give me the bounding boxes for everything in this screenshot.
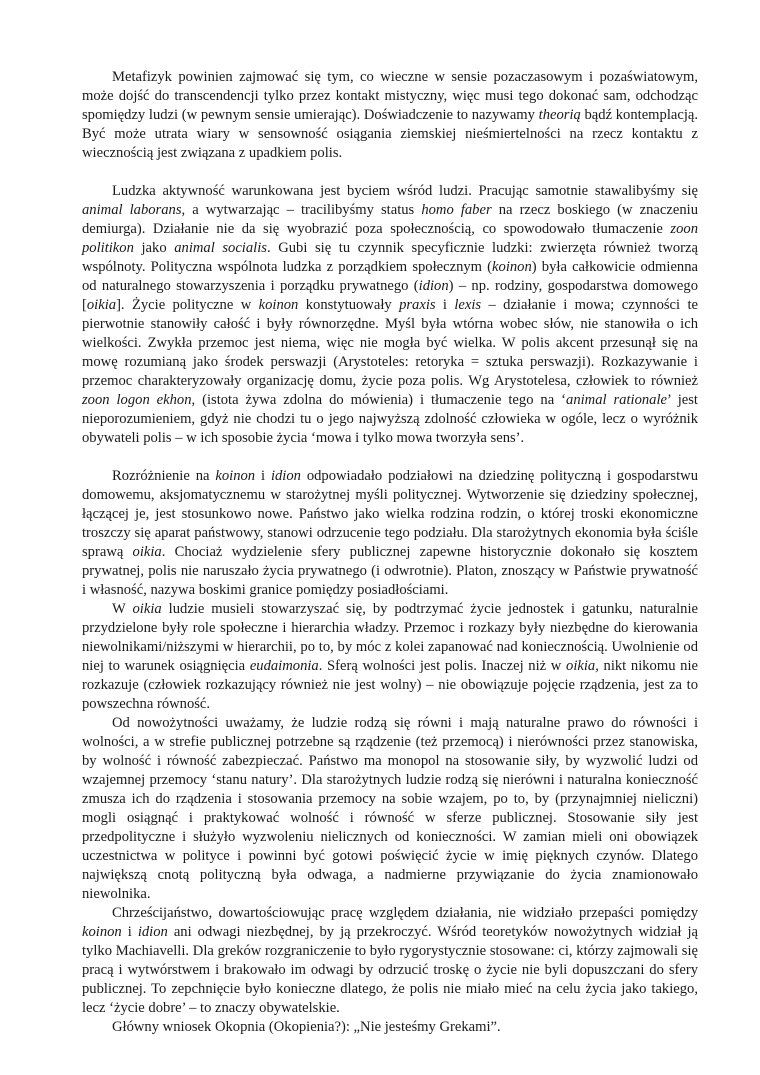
italic-term: animal socialis <box>174 240 267 256</box>
text-run: , a wytwarzając – tracilibyśmy status <box>181 202 422 218</box>
italic-term: koinon <box>215 468 256 484</box>
text-run: bądź kontemplacją. Być może utrata wiary w sensowność osiągania ziemskiej nieśmiertelności na rzecz kontaktu z wiecznością jest związana z upadkiem polis. <box>82 107 699 161</box>
paragraph <box>82 1018 698 1037</box>
text-run: . Sferą wolności jest polis. Inaczej niż w <box>318 658 567 674</box>
text-run: ]. Życie polityczne w <box>116 297 259 313</box>
text-run: i <box>121 924 138 940</box>
text-run: Główny wniosek Okopnia (Okopienia?): „Nie jesteśmy Grekami”. <box>112 1019 501 1035</box>
italic-term: praxis <box>399 297 436 313</box>
text-run: ) była całkowicie odmienna od naturalnego stowarzyszenia i porządku prywatnego ( <box>82 259 698 294</box>
paragraph <box>82 600 698 714</box>
text-run: na rzecz boskiego (w znaczeniu demiurga). Działanie nie da się wyobrazić poza społecznością, co spowodowało tłumaczenie <box>82 202 698 237</box>
text-run: ) – np. rodziny, gospodarstwa domowego [ <box>82 278 699 313</box>
italic-term: koinon <box>258 297 299 313</box>
text-run: – działanie i mowa; czynności te pierwotnie stanowiły całość i były równorzędne. Myśl była wtórna wobec słów, nie stanowiła o ich wielkości. Zwykła przemoc jest niema, więc nie mogła być wielka. W polis akcent przesunął się na mowę rozumianą jako środek perswazji (Arystoteles: retoryka = sztuka perswazji). Rozkazywanie i przemoc charakteryzowały organizację domu, życie poza polis. Wg Arystotelesa, człowiek to również <box>82 297 698 389</box>
italic-term: animal laborans <box>82 202 182 218</box>
text-run: Od nowożytności uważamy, że ludzie rodzą się równi i mają naturalne prawo do równości i wolności, a w strefie publicznej potrzebne są rządzenie (też przemocą) i nierówności przez stanowiska, by wolność i równość zabezpieczać. Państwo ma monopol na stosowanie siły, by wyzwolić ludzi od wzajemnej przemocy ‘stanu natury’. Dla starożytnych ludzie rodzą się nierówni i naturalna konieczność zmusza ich do rządzenia i stosowania przemocy na sobie wzajem, po to, by (przynajmniej nieliczni) mogli osiągnąć i praktykować wolność i równość w sferze publicznej. Stosowanie siły jest przedpolityczne i służyło wyzwoleniu nielicznych od konieczności. W zamian mieli oni obowiązek uczestnictwa w polityce i powinni być gotowi poświęcić życie w imię pięknych czynów. Dlatego największą cnotą polityczną była odwaga, a nadmierne przywiązanie do życia znamionowało niewolnika. <box>82 715 698 902</box>
text-run: . Chociaż wydzielenie sfery publicznej zapewne historycznie dokonało się kosztem prywatnej, polis nie naruszało życia prywatnego (i odwrotnie). Platon, znoszący w Państwie prywatność i własność, nazywa boskimi granice pomiędzy posiadłościami. <box>82 544 698 598</box>
italic-term: oikia <box>132 601 162 617</box>
text-run: Metafizyk powinien zajmować się tym, co wieczne w sensie pozaczasowym i pozaświatowym, może dojść do transcendencji tylko przez kontakt mistyczny, więc musi tego dokonać sam, odchodząc spomiędzy ludzi (w pewnym sensie umierając). Doświadczenie to nazywamy <box>82 69 698 123</box>
italic-term: eudaimonia <box>249 658 319 674</box>
italic-term: oikia <box>86 297 117 313</box>
italic-term: theorią <box>538 107 581 123</box>
text-run: konstytuowały <box>298 297 400 313</box>
document-body <box>82 68 698 1037</box>
text-run: , (istota żywa zdolna do mówienia) i tłumaczenie tego na ‘ <box>191 392 567 408</box>
italic-term: animal rationale <box>566 392 667 408</box>
text-run: jako <box>133 240 175 256</box>
italic-term: idion <box>270 468 301 484</box>
text-run: , nikt nikomu nie rozkazuje (człowiek rozkazujący również nie jest wolny) – nie obowiązuje pojęcie rządzenia, jest za to powszechna równość. <box>82 658 699 712</box>
italic-term: koinon <box>492 259 532 275</box>
italic-term: zoon logon ekhon <box>82 392 192 408</box>
paragraph <box>82 182 698 448</box>
text-run: odpowiadało podziałowi na dziedzinę polityczną i gospodarstwu domowemu, aksjomatycznemu w starożytnej myśli politycznej. Wytworzenie się dziedziny społecznej, łączącej je, jest stosunkowo nowe. Państwo jako wielka rodzina rodzin, o której troski ekonomiczne troszczy się aparat państwowy, stanowi odrzucenie tego podziału. Dla starożytnych ekonomia była ściśle sprawą <box>82 468 698 560</box>
text-run: i <box>435 297 455 313</box>
text-run: . Gubi się tu czynnik specyficznie ludzki: zwierzęta również tworzą wspólnoty. Polityczna wspólnota ludzka z porządkiem społecznym ( <box>82 240 698 275</box>
italic-term: zoon politikon <box>82 221 698 256</box>
italic-term: idion <box>418 278 449 294</box>
text-run: ’ jest nieporozumieniem, gdyż nie chodzi tu o jego najwyższą zdolność człowieka w ogóle, lecz o wyróżnik obywateli polis – w ich sposobie życia ‘mowa i tylko mowa tworzyła sens’. <box>82 392 698 446</box>
text-run: Chrześcijaństwo, dowartościowując pracę względem działania, nie widziało przepaści pomiędzy <box>112 905 698 921</box>
text-run: Ludzka aktywność warunkowana jest byciem wśród ludzi. Pracując samotnie stawalibyśmy się <box>112 183 698 199</box>
italic-term: oikia <box>132 544 162 560</box>
italic-term: oikia <box>566 658 596 674</box>
text-run: Rozróżnienie na <box>112 468 216 484</box>
paragraph <box>82 904 698 1018</box>
italic-term: koinon <box>82 924 122 940</box>
paragraph <box>82 467 698 600</box>
italic-term: homo faber <box>421 202 492 218</box>
text-run: ludzie musieli stowarzyszać się, by podtrzymać życie jednostek i gatunku, naturalnie przydzielone były role społeczne i hierarchia władzy. Przemoc i rozkazy były niezbędne do kierowania niewolnikami/niższymi w hierarchii, po to, by móc z kolei zapanować nad koniecznością. Uwolnienie od niej to warunek osiągnięcia <box>82 601 698 674</box>
text-run: i <box>255 468 271 484</box>
text-run: ani odwagi niezbędnej, by ją przekroczyć. Wśród teoretyków nowożytnych widział ją tylko Machiavelli. Dla greków rozgraniczenie to było rygorystycznie stosowane: ci, którzy zajmowali się pracą i wytwórstwem i brakowało im odwagi by odrzucić troskę o życie nie byli dopuszczani do sfery publicznej. To zepchnięcie było konieczne dlatego, że polis nie miało mieć na celu życia jako takiego, lecz ‘życie dobre’ – to znaczy obywatelskie. <box>82 924 698 1016</box>
paragraph <box>82 714 698 904</box>
paragraph <box>82 68 698 163</box>
text-run: W <box>112 601 133 617</box>
italic-term: lexis <box>454 297 482 313</box>
italic-term: idion <box>137 924 168 940</box>
